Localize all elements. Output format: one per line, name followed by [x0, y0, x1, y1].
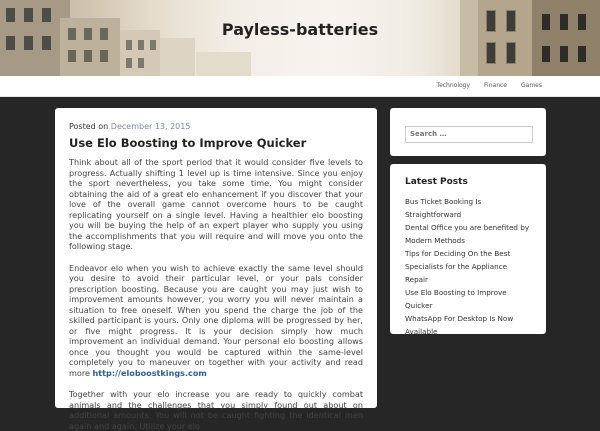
post-paragraph: Think about all of the sport period that it would consider five levels to progress. Actually shifting 1 level up is time intensive. Since you enjoy the sport nevertheless, you take some time. You might consider obtaining the aid of a great elo enhancement if you discover that your love of the overall game cannot overcome hours to be caught replicating yourself on a single level. Having a healthier elo boosting you will be buying the help of an expert player who supply you using the accomplishments that you will require and will move you onto the following stage. [69, 157, 363, 251]
post-paragraph [69, 263, 363, 379]
banner-building [160, 38, 195, 76]
nav-item-finance[interactable]: Finance [484, 82, 507, 89]
nav-item-technology[interactable]: Technology [436, 82, 471, 89]
recent-post-link[interactable]: Bus Ticket Booking Is Straightforward [405, 197, 482, 219]
banner-building [196, 52, 251, 76]
nav-bar [0, 76, 600, 97]
site-title[interactable]: Payless-batteries [221, 20, 379, 39]
banner-building [60, 18, 120, 76]
recent-post-link[interactable]: WhatsApp For Desktop Is Now Available [405, 314, 514, 336]
recent-post-link[interactable]: Dental Office you are benefited by Modern Methods [405, 223, 530, 245]
post-paragraph: Together with your elo increase you are ready to quickly combat animals and the challenges that you simply found out about on additional amounts. You will not be caught fighting the identical men again and again. Utilize your elo [69, 389, 363, 431]
post-title[interactable]: Use Elo Boosting to Improve Quicker [69, 136, 307, 150]
header-banner [0, 0, 600, 76]
recent-post-link[interactable]: Use Elo Boosting to Improve Quicker [405, 288, 507, 310]
search-widget [390, 108, 546, 156]
post-date-link[interactable]: December 13, 2015 [110, 122, 191, 131]
post-meta [69, 122, 363, 131]
external-link[interactable]: http://eloboostkings.com [92, 367, 207, 378]
recent-post-link[interactable]: Tips for Deciding On the Best Specialists for the Appliance Repair [405, 249, 511, 284]
posted-on-label: Posted on [69, 122, 109, 131]
recent-posts-heading: Latest Posts [405, 177, 468, 187]
recent-posts-widget [390, 164, 546, 334]
post-article [55, 108, 377, 431]
banner-building-right [478, 0, 532, 76]
search-input[interactable] [405, 126, 533, 143]
post-paragraph-text: Endeavor elo when you wish to achieve exactly the same level should you desire to avoid their particular level, or your pals consider prescription boosting. Because you are caught you may just wish to improvement amounts however, you worry you will never maintain a situation to free oneself. When you spend the charge the job of the skilled participant is yours. Only one diploma will be progressed by her, or five might progress. It is your decision simply how much improvement an individual demand. Your personal elo boosting allows once you thought you would be captured within the same-level completely you to maneuver on together with your activity and read more [69, 262, 363, 378]
banner-building-right [532, 0, 600, 76]
banner-building [120, 30, 160, 76]
nav-menu [436, 82, 542, 89]
nav-item-games[interactable]: Games [521, 82, 542, 89]
